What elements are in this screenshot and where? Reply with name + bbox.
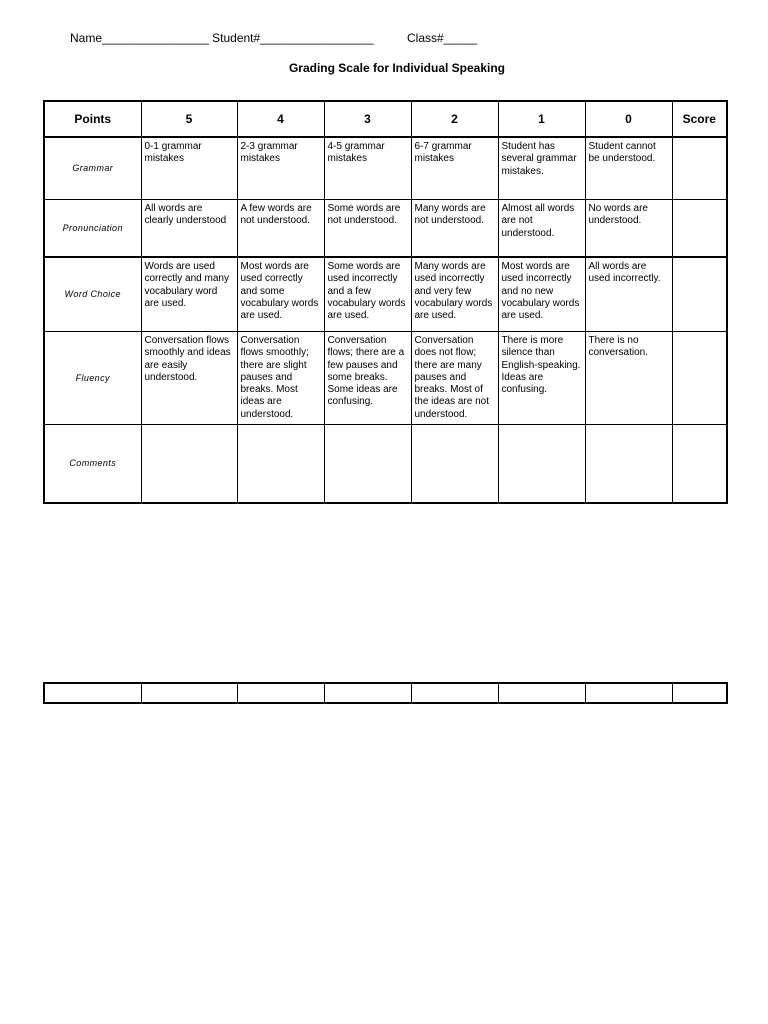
word-choice-cell-0: All words are used incorrectly. (585, 257, 672, 332)
word-choice-cell-1: Most words are used incorrectly and no new vocabulary words are used. (498, 257, 585, 332)
word-choice-cell-2: Many words are used incorrectly and very few vocabulary words are used. (411, 257, 498, 332)
grammar-cell-4: 2-3 grammar mistakes (237, 137, 324, 200)
class-number-field-label[interactable]: Class#_____ (406, 31, 478, 45)
column-header-4: 4 (237, 101, 324, 137)
fluency-cell-0: There is no conversation. (585, 332, 672, 425)
comments-score-cell[interactable] (672, 425, 727, 504)
fluency-cell-5: Conversation flows smoothly and ideas are easily understood. (141, 332, 237, 425)
comments-cell-0[interactable] (585, 425, 672, 504)
row-label-word-choice: Word Choice (44, 257, 141, 332)
pronunciation-cell-5: All words are clearly understood (141, 200, 237, 258)
column-header-points: Points (44, 101, 141, 137)
word-choice-cell-5: Words are used correctly and many vocabulary word are used. (141, 257, 237, 332)
fluency-cell-3: Conversation flows; there are a few pauses and some breaks. Some ideas are confusing. (324, 332, 411, 425)
rubric-row-pronunciation (44, 200, 727, 258)
row-label-grammar: Grammar (44, 137, 141, 200)
word-choice-score-cell[interactable] (672, 257, 727, 332)
column-header-5: 5 (141, 101, 237, 137)
comments-cell-1[interactable] (498, 425, 585, 504)
fluency-cell-1: There is more silence than English-speaking. Ideas are confusing. (498, 332, 585, 425)
column-header-1: 1 (498, 101, 585, 137)
blank-cell[interactable] (237, 683, 324, 703)
pronunciation-cell-4: A few words are not understood. (237, 200, 324, 258)
blank-totals-row (44, 683, 727, 703)
blank-cell[interactable] (44, 683, 141, 703)
row-label-comments: Comments (44, 425, 141, 504)
pronunciation-score-cell[interactable] (672, 200, 727, 258)
pronunciation-cell-2: Many words are not understood. (411, 200, 498, 258)
grammar-cell-3: 4-5 grammar mistakes (324, 137, 411, 200)
fluency-cell-4: Conversation flows smoothly; there are slight pauses and breaks. Most ideas are understood. (237, 332, 324, 425)
name-field-label[interactable]: Name________________ (70, 31, 209, 45)
word-choice-cell-4: Most words are used correctly and some vocabulary words are used. (237, 257, 324, 332)
fluency-score-cell[interactable] (672, 332, 727, 425)
row-label-fluency: Fluency (44, 332, 141, 425)
blank-cell[interactable] (585, 683, 672, 703)
rubric-row-comments (44, 425, 727, 504)
comments-cell-4[interactable] (237, 425, 324, 504)
pronunciation-cell-1: Almost all words are not understood. (498, 200, 585, 258)
blank-cell[interactable] (141, 683, 237, 703)
column-header-2: 2 (411, 101, 498, 137)
grammar-score-cell[interactable] (672, 137, 727, 200)
row-label-pronunciation: Pronunciation (44, 200, 141, 258)
blank-totals-row-table (43, 682, 728, 704)
comments-cell-3[interactable] (324, 425, 411, 504)
blank-cell[interactable] (324, 683, 411, 703)
fluency-cell-2: Conversation does not flow; there are many pauses and breaks. Most of the ideas are not understood. (411, 332, 498, 425)
rubric-row-fluency (44, 332, 727, 425)
rubric-row-grammar (44, 137, 727, 200)
word-choice-cell-3: Some words are used incorrectly and a few vocabulary words are used. (324, 257, 411, 332)
comments-cell-2[interactable] (411, 425, 498, 504)
blank-cell[interactable] (498, 683, 585, 703)
pronunciation-cell-0: No words are understood. (585, 200, 672, 258)
rubric-row-word-choice (44, 257, 727, 332)
comments-cell-5[interactable] (141, 425, 237, 504)
blank-cell[interactable] (411, 683, 498, 703)
page-title: Grading Scale for Individual Speaking (288, 61, 506, 75)
grammar-cell-1: Student has several grammar mistakes. (498, 137, 585, 200)
grammar-cell-5: 0-1 grammar mistakes (141, 137, 237, 200)
column-header-3: 3 (324, 101, 411, 137)
rubric-header-row (44, 101, 727, 137)
student-number-field-label[interactable]: Student#_________________ (212, 31, 374, 45)
column-header-score: Score (672, 101, 727, 137)
student-info-line (70, 31, 477, 45)
grammar-cell-2: 6-7 grammar mistakes (411, 137, 498, 200)
blank-cell[interactable] (672, 683, 727, 703)
grading-rubric-table (43, 100, 728, 504)
column-header-0: 0 (585, 101, 672, 137)
grammar-cell-0: Student cannot be understood. (585, 137, 672, 200)
pronunciation-cell-3: Some words are not understood. (324, 200, 411, 258)
